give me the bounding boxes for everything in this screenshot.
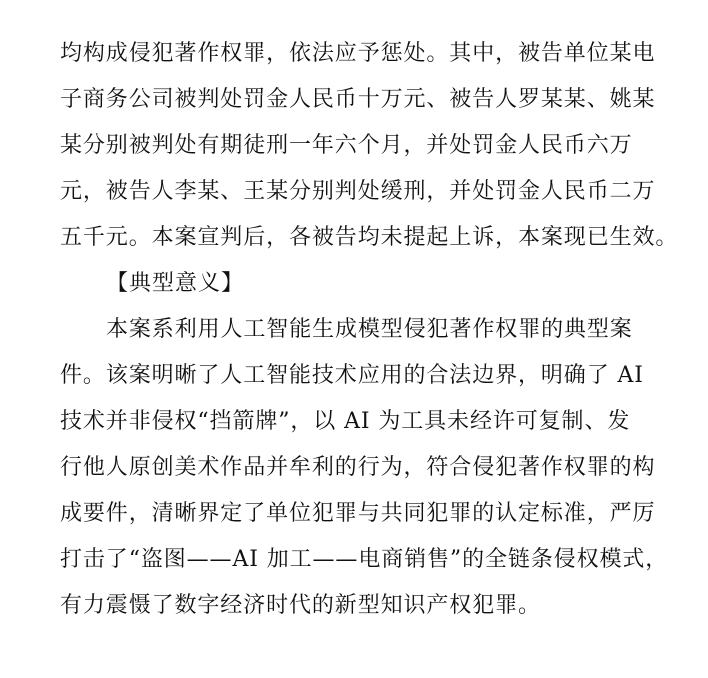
paragraph-2-line-4: 行他人原创美术作品并牟利的行为，符合侵犯著作权罪的构 xyxy=(60,455,656,480)
paragraph-2-line-1: 本案系利用人工智能生成模型侵犯著作权罪的典型案 xyxy=(106,317,633,342)
section-heading: 【典型意义】 xyxy=(106,271,245,296)
paragraph-1-line-2: 子商务公司被判处罚金人民币十万元、被告人罗某某、姚某 xyxy=(60,87,656,112)
paragraph-1-line-5: 五千元。本案宣判后，各被告均未提起上诉，本案现已生效。 xyxy=(60,225,679,250)
paragraph-2-line-2: 件。该案明晰了人工智能技术应用的合法边界，明确了 AI xyxy=(60,363,644,388)
paragraph-2-line-5: 成要件，清晰界定了单位犯罪与共同犯罪的认定标准，严厉 xyxy=(60,501,656,526)
paragraph-1-line-4: 元，被告人李某、王某分别判处缓刑，并处罚金人民币二万 xyxy=(60,179,656,204)
paragraph-2-line-3: 技术并非侵权“挡箭牌”，以 AI 为工具未经许可复制、发 xyxy=(60,409,631,434)
paragraph-1-line-1: 均构成侵犯著作权罪，依法应予惩处。其中，被告单位某电 xyxy=(60,41,656,66)
paragraph-2-line-7: 有力震慑了数字经济时代的新型知识产权犯罪。 xyxy=(60,593,541,618)
paragraph-1-line-3: 某分别被判处有期徒刑一年六个月，并处罚金人民币六万 xyxy=(60,133,633,158)
paragraph-2-line-6: 打击了“盗图——AI 加工——电商销售”的全链条侵权模式， xyxy=(60,547,669,572)
